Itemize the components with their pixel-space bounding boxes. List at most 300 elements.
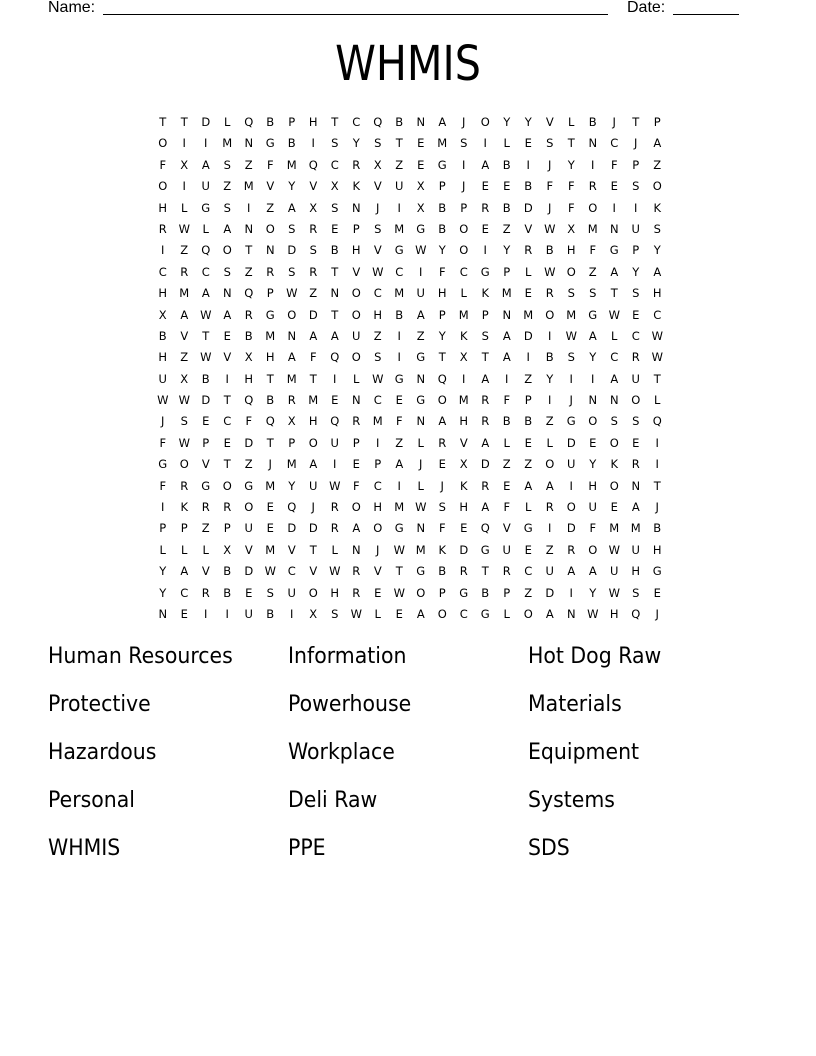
grid-cell: N xyxy=(416,521,426,536)
grid-cell: T xyxy=(395,564,403,579)
grid-cell: B xyxy=(653,521,662,536)
grid-cell: N xyxy=(502,307,512,322)
grid-cell: N xyxy=(588,136,598,151)
grid-cell: A xyxy=(416,606,425,621)
grid-cell: P xyxy=(632,243,640,258)
grid-cell: U xyxy=(309,478,318,493)
grid-cell: P xyxy=(653,115,661,129)
grid-cell: Y xyxy=(546,371,554,386)
grid-cell: P xyxy=(481,307,489,322)
grid-cell: A xyxy=(588,328,597,343)
grid-cell: Z xyxy=(545,542,554,557)
grid-cell: R xyxy=(330,521,339,536)
grid-cell: R xyxy=(352,414,361,429)
grid-cell: L xyxy=(503,606,510,621)
grid-cell: Y xyxy=(503,243,511,258)
grid-cell: P xyxy=(438,307,446,322)
grid-cell: A xyxy=(330,328,339,343)
grid-cell: I xyxy=(548,393,552,408)
grid-cell: F xyxy=(352,478,360,493)
grid-cell: B xyxy=(287,136,296,151)
grid-cell: L xyxy=(525,500,532,515)
grid-cell: B xyxy=(588,115,597,129)
grid-cell: X xyxy=(373,157,382,172)
grid-cell: D xyxy=(244,435,254,450)
grid-cell: O xyxy=(222,478,232,493)
grid-cell: Y xyxy=(524,115,532,129)
grid-cell: X xyxy=(223,542,232,557)
grid-cell: H xyxy=(158,200,168,215)
grid-cell: T xyxy=(567,136,575,151)
grid-cell: P xyxy=(503,585,511,600)
grid-cell: W xyxy=(372,371,384,386)
grid-cell: E xyxy=(524,435,532,450)
grid-cell: S xyxy=(438,500,446,515)
grid-cell: H xyxy=(308,115,318,129)
grid-cell: D xyxy=(201,115,211,129)
grid-cell: T xyxy=(309,371,317,386)
grid-cell: B xyxy=(438,221,447,236)
grid-cell: I xyxy=(462,157,466,172)
word-list-item: Workplace xyxy=(288,740,395,765)
grid-cell: M xyxy=(179,286,190,301)
grid-cell: O xyxy=(416,585,426,600)
grid-cell: Z xyxy=(395,435,404,450)
grid-cell: J xyxy=(376,200,380,215)
grid-cell: J xyxy=(376,542,380,557)
grid-cell: S xyxy=(481,328,489,343)
grid-cell: R xyxy=(244,307,253,322)
name-label: Name: xyxy=(48,0,96,16)
grid-cell: H xyxy=(437,286,447,301)
grid-cell: O xyxy=(480,115,490,129)
grid-cell: O xyxy=(158,179,168,194)
grid-cell: E xyxy=(653,585,661,600)
grid-cell: M xyxy=(394,221,405,236)
grid-cell: H xyxy=(459,500,469,515)
grid-cell: W xyxy=(544,221,556,236)
grid-cell: W xyxy=(329,478,341,493)
grid-cell: F xyxy=(546,179,554,194)
grid-cell: L xyxy=(546,435,553,450)
grid-cell: A xyxy=(502,350,511,365)
grid-cell: D xyxy=(244,564,254,579)
grid-cell: F xyxy=(245,414,253,429)
grid-cell: A xyxy=(610,371,619,386)
grid-cell: S xyxy=(288,221,296,236)
grid-cell: E xyxy=(331,221,339,236)
grid-cell: M xyxy=(609,521,620,536)
grid-cell: O xyxy=(265,221,275,236)
grid-cell: A xyxy=(287,200,296,215)
word-list-item: Equipment xyxy=(528,740,640,765)
grid-cell: P xyxy=(159,521,167,536)
grid-cell: E xyxy=(632,307,640,322)
grid-cell: S xyxy=(632,286,640,301)
grid-cell: M xyxy=(308,393,319,408)
grid-cell: Z xyxy=(545,414,554,429)
grid-cell: L xyxy=(503,136,510,151)
grid-cell: P xyxy=(223,521,231,536)
grid-cell: J xyxy=(311,500,315,515)
grid-cell: T xyxy=(481,350,489,365)
grid-cell: M xyxy=(265,542,276,557)
grid-cell: B xyxy=(438,200,447,215)
grid-cell: Q xyxy=(437,371,447,386)
grid-cell: J xyxy=(634,136,638,151)
grid-cell: P xyxy=(352,435,360,450)
grid-cell: N xyxy=(351,393,361,408)
grid-cell: U xyxy=(395,179,404,194)
grid-cell: C xyxy=(287,564,296,579)
grid-cell: E xyxy=(331,393,339,408)
grid-cell: G xyxy=(394,371,404,386)
grid-cell: B xyxy=(524,179,533,194)
grid-cell: S xyxy=(632,179,640,194)
grid-cell: Q xyxy=(330,350,340,365)
grid-cell: J xyxy=(612,115,616,129)
grid-cell: S xyxy=(632,585,640,600)
grid-cell: C xyxy=(653,307,662,322)
grid-cell: O xyxy=(373,521,383,536)
grid-cell: I xyxy=(397,328,401,343)
grid-cell: Z xyxy=(416,328,425,343)
grid-cell: I xyxy=(483,136,487,151)
grid-cell: R xyxy=(287,393,296,408)
grid-cell: N xyxy=(222,286,232,301)
grid-cell: E xyxy=(266,500,274,515)
grid-cell: N xyxy=(158,606,168,621)
grid-cell: A xyxy=(481,371,490,386)
grid-cell: F xyxy=(309,350,317,365)
grid-cell: T xyxy=(331,115,339,129)
grid-cell: G xyxy=(158,457,168,472)
grid-cell: S xyxy=(460,136,468,151)
grid-cell: D xyxy=(201,393,211,408)
grid-cell: N xyxy=(265,243,275,258)
grid-cell: P xyxy=(352,221,360,236)
grid-cell: B xyxy=(545,350,554,365)
grid-cell: H xyxy=(330,585,340,600)
grid-cell: Z xyxy=(524,371,533,386)
grid-cell: W xyxy=(544,264,556,279)
word-list-item: Hazardous xyxy=(48,740,157,765)
grid-cell: A xyxy=(610,264,619,279)
grid-cell: W xyxy=(350,606,362,621)
grid-cell: W xyxy=(415,500,427,515)
grid-cell: M xyxy=(566,307,577,322)
grid-cell: S xyxy=(223,200,231,215)
grid-cell: W xyxy=(178,435,190,450)
grid-cell: I xyxy=(247,200,251,215)
grid-cell: P xyxy=(632,157,640,172)
grid-cell: Z xyxy=(201,521,210,536)
grid-cell: L xyxy=(202,542,209,557)
grid-cell: H xyxy=(652,542,662,557)
grid-cell: N xyxy=(416,414,426,429)
grid-cell: C xyxy=(158,264,167,279)
grid-cell: R xyxy=(201,585,210,600)
grid-cell: S xyxy=(653,221,661,236)
grid-cell: T xyxy=(653,371,661,386)
grid-cell: X xyxy=(416,179,425,194)
grid-cell: W xyxy=(178,393,190,408)
grid-cell: X xyxy=(309,200,318,215)
grid-cell: P xyxy=(503,264,511,279)
grid-cell: C xyxy=(610,350,619,365)
grid-cell: R xyxy=(588,179,597,194)
grid-cell: F xyxy=(567,200,575,215)
grid-cell: L xyxy=(654,393,661,408)
grid-cell: F xyxy=(159,478,167,493)
grid-cell: L xyxy=(611,328,618,343)
grid-cell: I xyxy=(505,371,509,386)
grid-cell: M xyxy=(243,179,254,194)
grid-cell: C xyxy=(352,115,361,129)
grid-cell: C xyxy=(373,393,382,408)
grid-cell: I xyxy=(526,350,530,365)
grid-cell: R xyxy=(180,478,189,493)
word-list-item: Materials xyxy=(528,692,622,717)
grid-cell: P xyxy=(266,286,274,301)
grid-cell: A xyxy=(416,307,425,322)
grid-cell: I xyxy=(225,606,229,621)
grid-cell: B xyxy=(266,115,275,129)
grid-cell: T xyxy=(481,564,489,579)
grid-cell: N xyxy=(351,542,361,557)
grid-cell: I xyxy=(526,157,530,172)
grid-cell: F xyxy=(503,500,511,515)
grid-cell: S xyxy=(589,286,597,301)
grid-cell: R xyxy=(201,500,210,515)
grid-cell: N xyxy=(244,221,254,236)
grid-cell: L xyxy=(181,542,188,557)
grid-cell: I xyxy=(548,328,552,343)
grid-cell: I xyxy=(591,157,595,172)
grid-cell: D xyxy=(287,521,297,536)
grid-cell: E xyxy=(524,136,532,151)
grid-cell: I xyxy=(204,606,208,621)
grid-cell: B xyxy=(223,564,232,579)
grid-cell: A xyxy=(201,286,210,301)
grid-cell: O xyxy=(222,243,232,258)
grid-cell: M xyxy=(286,457,297,472)
grid-cell: W xyxy=(372,264,384,279)
grid-cell: O xyxy=(158,136,168,151)
grid-cell: B xyxy=(502,157,511,172)
grid-cell: H xyxy=(308,414,318,429)
grid-cell: M xyxy=(501,286,512,301)
grid-cell: M xyxy=(415,542,426,557)
grid-cell: Y xyxy=(159,564,167,579)
grid-cell: I xyxy=(634,200,638,215)
grid-cell: L xyxy=(417,478,424,493)
date-label: Date: xyxy=(627,0,666,16)
grid-cell: U xyxy=(631,542,640,557)
grid-cell: V xyxy=(287,542,296,557)
grid-cell: A xyxy=(545,478,554,493)
grid-cell: H xyxy=(244,371,254,386)
grid-cell: O xyxy=(287,307,297,322)
grid-cell: O xyxy=(351,307,361,322)
grid-cell: T xyxy=(309,542,317,557)
grid-cell: E xyxy=(503,179,511,194)
grid-cell: O xyxy=(609,478,619,493)
grid-cell: Q xyxy=(201,243,211,258)
grid-cell: Q xyxy=(244,393,254,408)
grid-cell: H xyxy=(351,243,361,258)
grid-cell: V xyxy=(201,564,210,579)
grid-cell: O xyxy=(459,243,469,258)
grid-cell: B xyxy=(158,328,167,343)
grid-cell: R xyxy=(352,585,361,600)
grid-cell: G xyxy=(459,585,469,600)
word-list-item: Protective xyxy=(48,692,151,717)
grid-cell: F xyxy=(159,157,167,172)
grid-cell: R xyxy=(502,564,511,579)
grid-cell: C xyxy=(180,585,189,600)
grid-cell: B xyxy=(524,414,533,429)
grid-cell: J xyxy=(268,457,272,472)
grid-cell: J xyxy=(462,115,466,129)
grid-cell: S xyxy=(180,414,188,429)
grid-cell: W xyxy=(157,393,169,408)
grid-cell: K xyxy=(481,286,490,301)
grid-cell: W xyxy=(200,350,212,365)
grid-cell: Z xyxy=(244,457,253,472)
grid-cell: G xyxy=(394,521,404,536)
grid-cell: G xyxy=(201,200,211,215)
grid-cell: S xyxy=(331,606,339,621)
grid-cell: I xyxy=(397,200,401,215)
grid-cell: Z xyxy=(502,221,511,236)
grid-cell: M xyxy=(458,393,469,408)
grid-cell: O xyxy=(459,221,469,236)
grid-cell: B xyxy=(201,371,210,386)
grid-cell: J xyxy=(462,179,466,194)
grid-cell: W xyxy=(329,564,341,579)
grid-cell: Y xyxy=(567,157,575,172)
grid-cell: V xyxy=(502,521,511,536)
grid-cell: R xyxy=(330,500,339,515)
grid-cell: M xyxy=(458,307,469,322)
word-list-item: Hot Dog Raw xyxy=(528,644,662,669)
grid-cell: G xyxy=(523,521,533,536)
grid-cell: E xyxy=(632,435,640,450)
name-field[interactable] xyxy=(103,0,608,15)
grid-cell: A xyxy=(481,157,490,172)
grid-cell: E xyxy=(524,542,532,557)
word-list-item: Powerhouse xyxy=(288,692,412,717)
grid-cell: L xyxy=(568,115,575,129)
grid-cell: I xyxy=(569,478,573,493)
grid-cell: I xyxy=(397,350,401,365)
grid-cell: E xyxy=(266,521,274,536)
grid-cell: P xyxy=(438,585,446,600)
grid-cell: T xyxy=(395,136,403,151)
grid-cell: Z xyxy=(244,264,253,279)
grid-cell: E xyxy=(223,435,231,450)
grid-cell: R xyxy=(352,564,361,579)
grid-cell: W xyxy=(178,221,190,236)
grid-cell: Z xyxy=(373,328,382,343)
grid-cell: H xyxy=(158,286,168,301)
grid-cell: X xyxy=(180,371,189,386)
grid-cell: Y xyxy=(159,585,167,600)
grid-cell: E xyxy=(417,157,425,172)
grid-cell: U xyxy=(567,457,576,472)
grid-cell: G xyxy=(609,243,619,258)
grid-cell: M xyxy=(630,521,641,536)
grid-cell: H xyxy=(566,243,576,258)
grid-cell: G xyxy=(566,414,576,429)
grid-cell: L xyxy=(374,606,381,621)
date-field[interactable] xyxy=(673,0,739,15)
grid-cell: Z xyxy=(223,179,232,194)
grid-cell: B xyxy=(545,243,554,258)
grid-cell: T xyxy=(632,115,640,129)
grid-cell: O xyxy=(588,414,598,429)
grid-cell: L xyxy=(525,264,532,279)
grid-cell: D xyxy=(287,243,297,258)
grid-cell: S xyxy=(567,350,575,365)
grid-cell: D xyxy=(566,435,576,450)
grid-cell: I xyxy=(311,136,315,151)
grid-cell: R xyxy=(545,286,554,301)
grid-cell: U xyxy=(502,542,511,557)
grid-cell: G xyxy=(416,350,426,365)
grid-cell: K xyxy=(653,200,662,215)
grid-cell: A xyxy=(309,328,318,343)
grid-cell: X xyxy=(459,350,468,365)
grid-cell: H xyxy=(265,350,275,365)
grid-cell: Q xyxy=(373,115,383,129)
grid-cell: R xyxy=(631,350,640,365)
grid-cell: V xyxy=(373,564,382,579)
grid-cell: T xyxy=(610,286,618,301)
page-title: WHMIS xyxy=(335,36,481,92)
grid-cell: I xyxy=(612,200,616,215)
grid-cell: T xyxy=(245,243,253,258)
grid-cell: G xyxy=(265,136,275,151)
grid-cell: S xyxy=(374,221,382,236)
grid-cell: G xyxy=(480,542,490,557)
grid-cell: D xyxy=(545,585,555,600)
grid-cell: L xyxy=(159,542,166,557)
grid-cell: J xyxy=(161,414,165,429)
grid-cell: I xyxy=(548,521,552,536)
grid-cell: W xyxy=(608,542,620,557)
grid-cell: R xyxy=(481,478,490,493)
grid-cell: W xyxy=(264,564,276,579)
grid-cell: R xyxy=(459,564,468,579)
grid-cell: G xyxy=(480,264,490,279)
grid-cell: A xyxy=(395,457,404,472)
grid-cell: E xyxy=(352,457,360,472)
grid-cell: A xyxy=(352,521,361,536)
grid-cell: O xyxy=(351,350,361,365)
grid-cell: A xyxy=(180,307,189,322)
grid-cell: F xyxy=(589,243,597,258)
grid-cell: S xyxy=(331,136,339,151)
grid-cell: E xyxy=(589,435,597,450)
grid-cell: I xyxy=(204,136,208,151)
grid-cell: B xyxy=(266,606,275,621)
grid-cell: S xyxy=(223,157,231,172)
grid-cell: H xyxy=(652,286,662,301)
grid-cell: K xyxy=(459,478,468,493)
grid-cell: E xyxy=(417,136,425,151)
